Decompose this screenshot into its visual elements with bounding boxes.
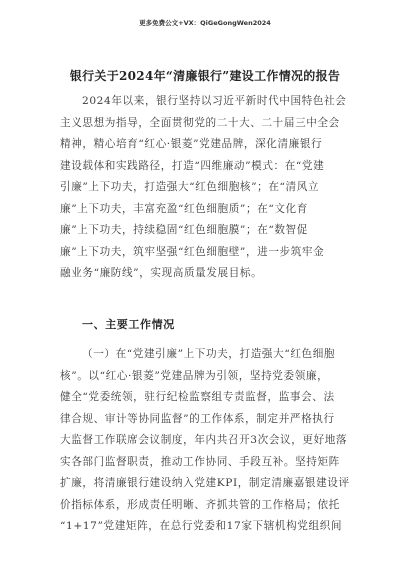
paragraph-line: 融业务“廉防线”，实现高质量发展目标。 <box>60 267 263 279</box>
paragraph-line: 核”。以“红心·银菱”党建品牌为引领，坚持党委领廉， <box>60 369 329 382</box>
paragraph-line: 主义思想为指导，全面贯彻党的二十大、二十届三中全会 <box>60 116 340 129</box>
paragraph-line: 大监督工作联席会议制度，年内共召开3次会议，更好地落 <box>60 434 348 446</box>
paragraph-line: 实各部门监督职责，推动工作协同、手段互补。坚持矩阵 <box>60 455 340 468</box>
paragraph-line: 廉”上下功夫，丰富充盈“红色细胞质”；在“文化育 <box>60 202 308 215</box>
paragraph-line: 价指标体系，形成责任明晰、齐抓共管的工作格局；依托 <box>60 498 340 511</box>
document-title: 银行关于2024年“清廉银行”建设工作情况的报告 <box>69 69 341 83</box>
paragraph-line: （一）在“党建引廉”上下功夫，打造强大“红色细胞 <box>82 348 336 360</box>
paragraph-line: 廉”上下功夫，筑牢坚强“红色细胞壁”，进一步筑牢金 <box>60 245 325 258</box>
paragraph-line: 建设载体和实践路径，打造“四维廉动”模式：在“党建 <box>60 159 325 172</box>
paragraph-line: 健全“党委统领，驻行纪检监察组专责监督，监事会、法 <box>60 391 335 403</box>
paragraph-line: 律合规、审计等协同监督”的工作体系，制定并严格执行 <box>60 412 335 425</box>
paragraph-line: “1+17”党建矩阵，在总行党委和17家下辖机构党组织间 <box>60 520 343 532</box>
paragraph-line: 精神，精心培育“红心·银菱”党建品牌，深化清廉银行 <box>60 138 323 150</box>
section1-paragraph <box>60 344 362 538</box>
paragraph-line: 扩廉，将清廉银行建设纳入党建KPI，制定清廉嘉银建设评 <box>60 477 350 489</box>
section-heading: 一、主要工作情况 <box>82 318 175 331</box>
paragraph-line: 2024年以来，银行坚持以习近平新时代中国特色社会 <box>82 95 347 107</box>
paragraph-line: 引廉”上下功夫，打造强大“红色细胞核”；在“清风立 <box>60 181 320 193</box>
paragraph-line: 廉”上下功夫，持续稳固“红色细胞膜”；在“数智促 <box>60 224 308 236</box>
page-header: 更多免费公文+VX：QiGeGongWen2024 <box>139 19 271 27</box>
intro-paragraph <box>60 91 362 285</box>
